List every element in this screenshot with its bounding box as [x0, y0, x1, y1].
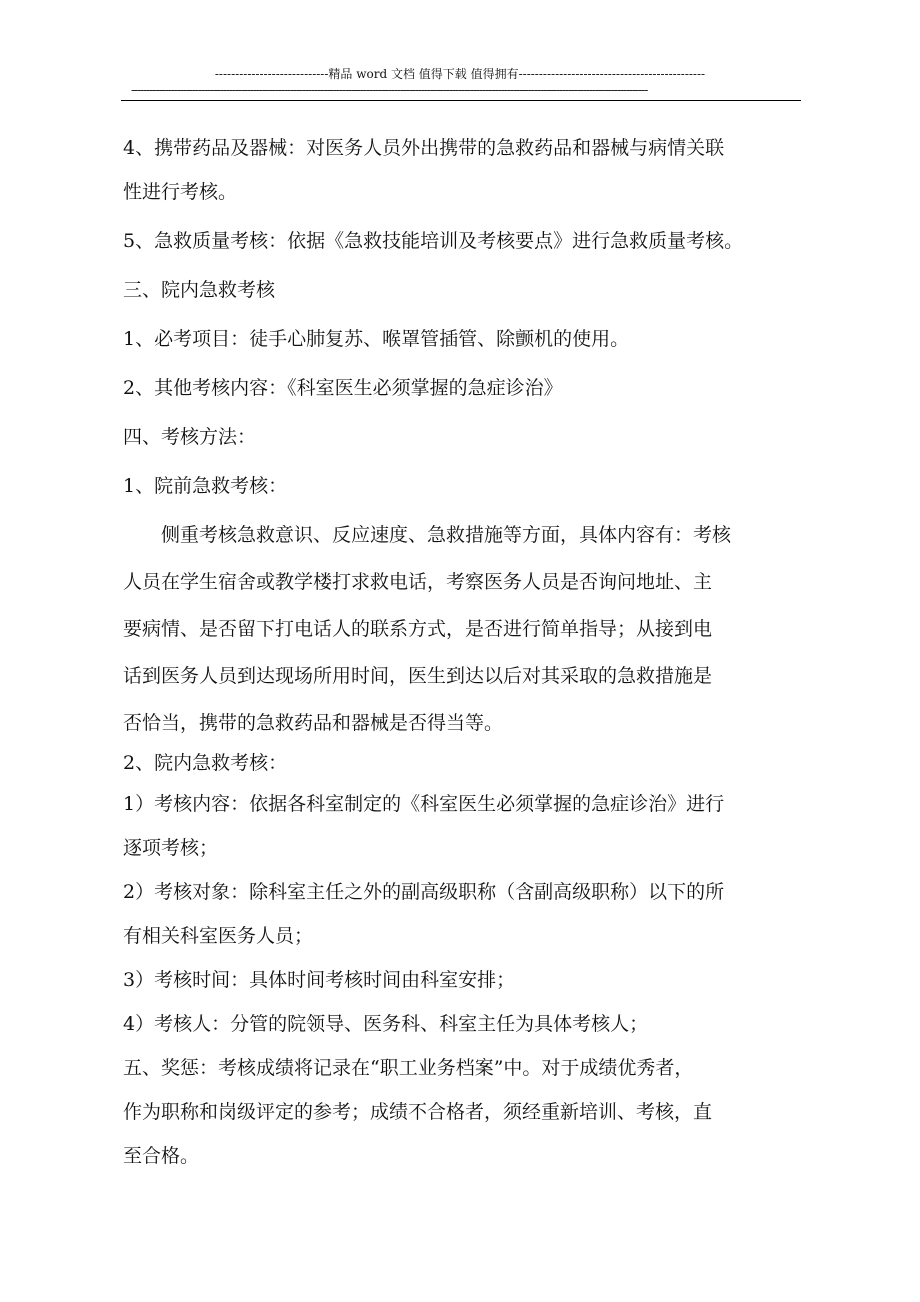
paragraph-line: 至合格。 — [123, 1145, 200, 1167]
header-dash-line: ------------------------------------------------------------------------------------------------------------------------------------------------------------------------- — [131, 84, 648, 96]
header-rule — [121, 100, 801, 101]
paragraph-line: 话到医务人员到达现场所用时间，医生到达以后对其采取的急救措施是 — [123, 665, 713, 687]
subsection-heading: 2、院内急救考核： — [123, 752, 288, 774]
paragraph-line: 侧重考核急救意识、反应速度、急救措施等方面，具体内容有：考核 — [161, 524, 732, 546]
paragraph-line: 逐项考核； — [123, 837, 219, 859]
section-heading: 五、奖惩：考核成绩将记录在“职工业务档案”中。对于成绩优秀者， — [123, 1057, 694, 1079]
paragraph-line: 性进行考核。 — [123, 181, 238, 203]
paragraph-line: 2、其他考核内容：《科室医生必须掌握的急症诊治》 — [123, 377, 563, 399]
paragraph-line: 否恰当，携带的急救药品和器械是否得当等。 — [123, 712, 504, 734]
paragraph-line: 作为职称和岗级评定的参考；成绩不合格者，须经重新培训、考核，直 — [123, 1101, 713, 1123]
document-body — [123, 126, 799, 1178]
paragraph-line: 1）考核内容：依据各科室制定的《科室医生必须掌握的急症诊治》进行 — [123, 793, 725, 815]
paragraph-line: 2）考核对象：除科室主任之外的副高级职称（含副高级职称）以下的所 — [123, 881, 725, 903]
paragraph-line: 1、必考项目：徒手心肺复苏、喉罩管插管、除颤机的使用。 — [123, 328, 630, 350]
paragraph-line: 4、携带药品及器械：对医务人员外出携带的急救药品和器械与病情关联 — [123, 137, 725, 159]
paragraph-line: 有相关科室医务人员； — [123, 925, 314, 947]
section-heading: 三、院内急救考核 — [123, 279, 276, 301]
paragraph-line: 要病情、是否留下打电话人的联系方式，是否进行简单指导；从接到电 — [123, 618, 713, 640]
header-banner: ----------------------------精品 word 文档 值得下载 值得拥有---------------------------------------------- — [214, 67, 706, 81]
paragraph-line: 3）考核时间：具体时间考核时间由科室安排； — [123, 969, 516, 991]
section-heading: 四、考核方法： — [123, 426, 257, 448]
subsection-heading: 1、院前急救考核： — [123, 475, 288, 497]
paragraph-line: 人员在学生宿舍或教学楼打求救电话，考察医务人员是否询问地址、主 — [123, 571, 713, 593]
paragraph-line: 4）考核人：分管的院领导、医务科、科室主任为具体考核人； — [123, 1013, 649, 1035]
paragraph-line: 5、急救质量考核：依据《急救技能培训及考核要点》进行急救质量考核。 — [123, 230, 744, 252]
